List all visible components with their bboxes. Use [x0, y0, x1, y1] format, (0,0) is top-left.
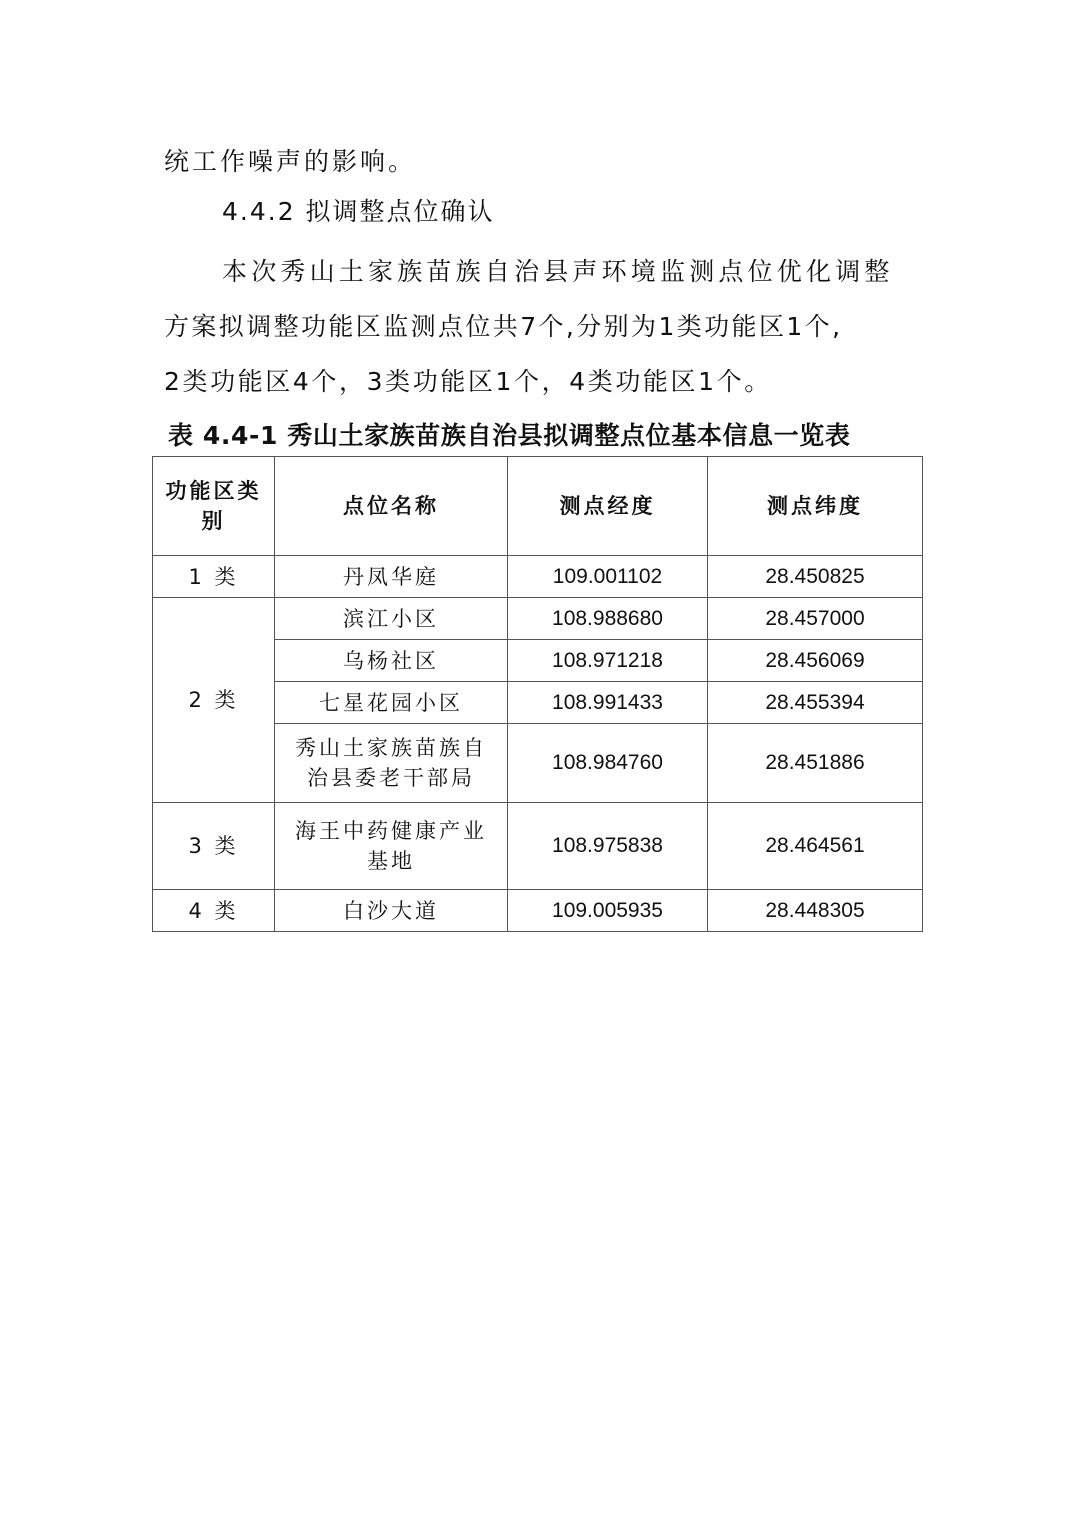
- latitude-cell: 28.457000: [708, 598, 923, 640]
- paragraph-line-2: 方案拟调整功能区监测点位共7个,分别为1类功能区1个,: [164, 312, 843, 341]
- point-name-label: 秀山土家族苗族自治县委老干部局: [295, 736, 487, 790]
- latitude-cell: 28.448305: [708, 890, 923, 932]
- paragraph-line-3: 2类功能区4个，3类功能区1个，4类功能区1个。: [164, 367, 772, 396]
- category-cell: 2 类: [153, 598, 275, 803]
- category-cell: 4 类: [153, 890, 275, 932]
- latitude-cell: 28.456069: [708, 640, 923, 682]
- category-cell: 3 类: [153, 803, 275, 890]
- monitoring-points-table: [152, 456, 923, 932]
- header-category: [153, 457, 275, 556]
- table-header-row: [153, 457, 923, 556]
- header-latitude: 测点纬度: [708, 457, 923, 556]
- point-name-cell: 白沙大道: [275, 890, 508, 932]
- table-row: [153, 556, 923, 598]
- longitude-cell: 109.001102: [508, 556, 708, 598]
- latitude-cell: 28.464561: [708, 803, 923, 890]
- header-name: 点位名称: [275, 457, 508, 556]
- paragraph-continuation: 统工作噪声的影响。: [164, 147, 417, 176]
- point-name-cell: 七星花园小区: [275, 682, 508, 724]
- category-cell: 1 类: [153, 556, 275, 598]
- point-name-cell: 丹凤华庭: [275, 556, 508, 598]
- longitude-cell: 108.984760: [508, 724, 708, 803]
- point-name-cell: 乌杨社区: [275, 640, 508, 682]
- table-row: [153, 890, 923, 932]
- point-name-cell: [275, 803, 508, 890]
- section-heading: 4.4.2 拟调整点位确认: [222, 197, 495, 226]
- longitude-cell: 109.005935: [508, 890, 708, 932]
- point-name-cell: [275, 724, 508, 803]
- point-name-label: 海王中药健康产业基地: [295, 819, 487, 873]
- latitude-cell: 28.451886: [708, 724, 923, 803]
- header-longitude: 测点经度: [508, 457, 708, 556]
- longitude-cell: 108.971218: [508, 640, 708, 682]
- header-category-label: 功能区类别: [165, 479, 262, 533]
- longitude-cell: 108.991433: [508, 682, 708, 724]
- table-row: [153, 598, 923, 640]
- paragraph-line-1: 本次秀山土家族苗族自治县声环境监测点位优化调整: [222, 257, 894, 286]
- latitude-cell: 28.450825: [708, 556, 923, 598]
- table-row: [153, 803, 923, 890]
- point-name-cell: 滨江小区: [275, 598, 508, 640]
- longitude-cell: 108.988680: [508, 598, 708, 640]
- table-caption: 表 4.4-1 秀山土家族苗族自治县拟调整点位基本信息一览表: [168, 421, 851, 450]
- longitude-cell: 108.975838: [508, 803, 708, 890]
- latitude-cell: 28.455394: [708, 682, 923, 724]
